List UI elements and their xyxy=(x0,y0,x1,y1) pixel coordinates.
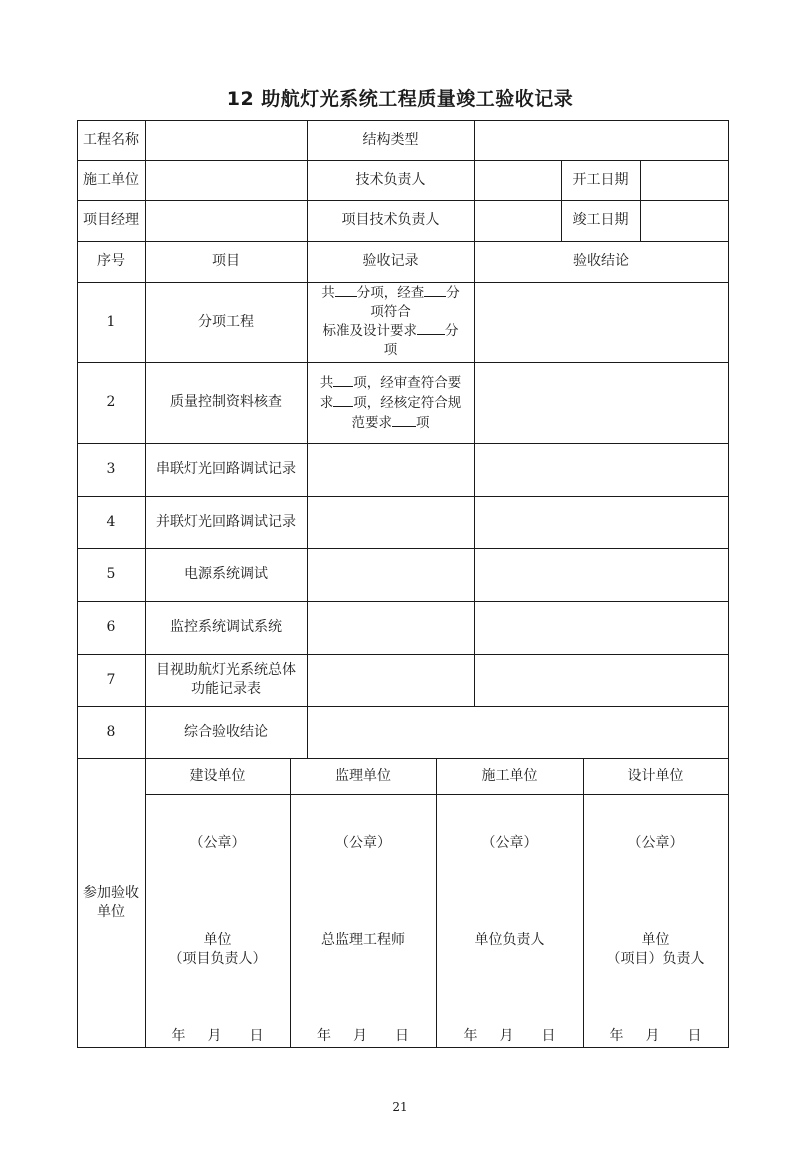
unit-name: 施工单位 xyxy=(481,767,538,784)
row-item: 目视助航灯光系统总体功能记录表 xyxy=(156,662,296,697)
record-text: 项，经审查符合要 xyxy=(353,374,462,391)
structure-type-label: 结构类型 xyxy=(362,131,419,148)
column-header-record: 验收记录 xyxy=(362,253,419,269)
record-field[interactable] xyxy=(307,496,474,548)
row-number: 7 xyxy=(106,671,116,688)
conclusion-field[interactable] xyxy=(474,548,728,601)
signer-title: 总监理工程师 xyxy=(321,931,405,948)
date-month: 月 xyxy=(499,1027,514,1044)
table-line xyxy=(583,758,584,1048)
conclusion-field[interactable] xyxy=(474,362,728,443)
table-line xyxy=(77,1047,729,1048)
completion-date-field[interactable] xyxy=(640,200,728,241)
record-field[interactable] xyxy=(307,654,474,706)
row-item: 串联灯光回路调试记录 xyxy=(156,461,296,477)
date-year: 年 xyxy=(171,1027,186,1044)
row-item: 综合验收结论 xyxy=(184,723,268,740)
signer-title: （项目）负责人 xyxy=(606,951,705,967)
fill-blank[interactable] xyxy=(333,406,353,407)
record-quality-docs xyxy=(307,362,474,443)
page-title: 12 助航灯光系统工程质量竣工验收记录 xyxy=(226,88,574,110)
construction-unit-label: 施工单位 xyxy=(83,171,139,188)
column-header-item: 项目 xyxy=(212,253,240,269)
row-number: 1 xyxy=(106,313,116,330)
project-manager-label: 项目经理 xyxy=(83,212,139,228)
record-text: 项，经核定符合规 xyxy=(353,394,462,411)
row-number: 2 xyxy=(106,394,116,410)
date-day: 日 xyxy=(687,1027,702,1044)
project-name-field[interactable] xyxy=(145,120,307,160)
sign-date[interactable] xyxy=(290,1026,436,1046)
signer-block xyxy=(583,928,728,972)
date-day: 日 xyxy=(249,1027,264,1044)
date-day: 日 xyxy=(541,1027,556,1044)
record-field[interactable] xyxy=(307,548,474,601)
conclusion-field[interactable] xyxy=(474,496,728,548)
conclusion-field[interactable] xyxy=(474,443,728,496)
column-header-no: 序号 xyxy=(97,253,125,269)
conclusion-field[interactable] xyxy=(474,601,728,654)
sign-date[interactable] xyxy=(583,1026,728,1046)
fill-blank[interactable] xyxy=(392,426,416,427)
overall-conclusion-field[interactable] xyxy=(307,706,728,758)
start-date-field[interactable] xyxy=(640,160,728,200)
record-text: 求 xyxy=(319,394,334,411)
seal-placeholder: （公章） xyxy=(481,834,538,851)
record-text: 分 xyxy=(446,285,460,301)
participants-label: 参加验收单位 xyxy=(83,884,139,920)
table-line xyxy=(436,758,437,1048)
signer-block xyxy=(145,928,290,972)
unit-name: 建设单位 xyxy=(189,767,246,784)
unit-name: 监理单位 xyxy=(335,767,391,784)
completion-date-label: 竣工日期 xyxy=(572,212,629,228)
project-tech-lead-label: 项目技术负责人 xyxy=(341,212,440,228)
project-manager-field[interactable] xyxy=(145,200,307,241)
record-field[interactable] xyxy=(307,443,474,496)
record-text: 范要求 xyxy=(351,414,392,431)
record-text: 项符合 xyxy=(370,304,411,320)
record-text: 共 xyxy=(321,285,335,301)
sign-date[interactable] xyxy=(145,1026,290,1046)
row-item: 质量控制资料核查 xyxy=(170,394,282,410)
seal-placeholder: （公章） xyxy=(335,834,391,851)
date-day: 日 xyxy=(395,1027,409,1044)
record-text: 项 xyxy=(416,414,430,431)
record-text: 共 xyxy=(319,374,334,391)
start-date-label: 开工日期 xyxy=(572,171,629,188)
signer-title: 单位 xyxy=(641,932,670,948)
structure-type-field[interactable] xyxy=(474,120,728,160)
conclusion-field[interactable] xyxy=(474,654,728,706)
fill-blank[interactable] xyxy=(424,296,446,297)
row-number: 5 xyxy=(106,566,116,582)
tech-lead-label: 技术负责人 xyxy=(355,171,426,188)
sign-date[interactable] xyxy=(436,1026,583,1046)
date-month: 月 xyxy=(207,1027,222,1044)
date-year: 年 xyxy=(463,1027,478,1044)
row-number: 4 xyxy=(106,513,116,530)
row-item: 并联灯光回路调试记录 xyxy=(156,513,296,530)
project-name-label: 工程名称 xyxy=(83,131,139,148)
row-item: 监控系统调试系统 xyxy=(170,619,282,635)
date-month: 月 xyxy=(353,1027,367,1044)
signer-title: （项目负责人） xyxy=(168,951,267,967)
seal-placeholder: （公章） xyxy=(189,834,246,851)
tech-lead-field[interactable] xyxy=(474,160,561,200)
record-subitems xyxy=(307,282,474,362)
fill-blank[interactable] xyxy=(333,386,353,387)
row-number: 6 xyxy=(106,619,116,635)
row-item: 电源系统调试 xyxy=(184,566,268,582)
record-field[interactable] xyxy=(307,601,474,654)
signer-title: 单位 xyxy=(203,932,232,948)
row-number: 8 xyxy=(106,723,116,740)
signer-title: 单位负责人 xyxy=(474,931,545,948)
column-header-conclusion: 验收结论 xyxy=(573,253,629,269)
date-year: 年 xyxy=(317,1027,331,1044)
date-year: 年 xyxy=(609,1027,624,1044)
conclusion-field[interactable] xyxy=(474,282,728,362)
record-text: 分 xyxy=(445,323,459,339)
fill-blank[interactable] xyxy=(335,296,357,297)
seal-placeholder: （公章） xyxy=(627,834,684,851)
construction-unit-field[interactable] xyxy=(145,160,307,200)
date-month: 月 xyxy=(645,1027,660,1044)
unit-name: 设计单位 xyxy=(627,767,684,784)
project-tech-lead-field[interactable] xyxy=(474,200,561,241)
page-number: 21 xyxy=(392,1100,408,1114)
record-text: 标准及设计要求 xyxy=(322,323,417,339)
record-text: 分项，经查 xyxy=(356,285,425,301)
table-line xyxy=(728,120,729,1048)
table-line xyxy=(290,758,291,1048)
row-number: 3 xyxy=(106,461,116,477)
fill-blank[interactable] xyxy=(417,334,445,335)
row-item: 分项工程 xyxy=(198,313,254,330)
record-text: 项 xyxy=(383,342,398,358)
